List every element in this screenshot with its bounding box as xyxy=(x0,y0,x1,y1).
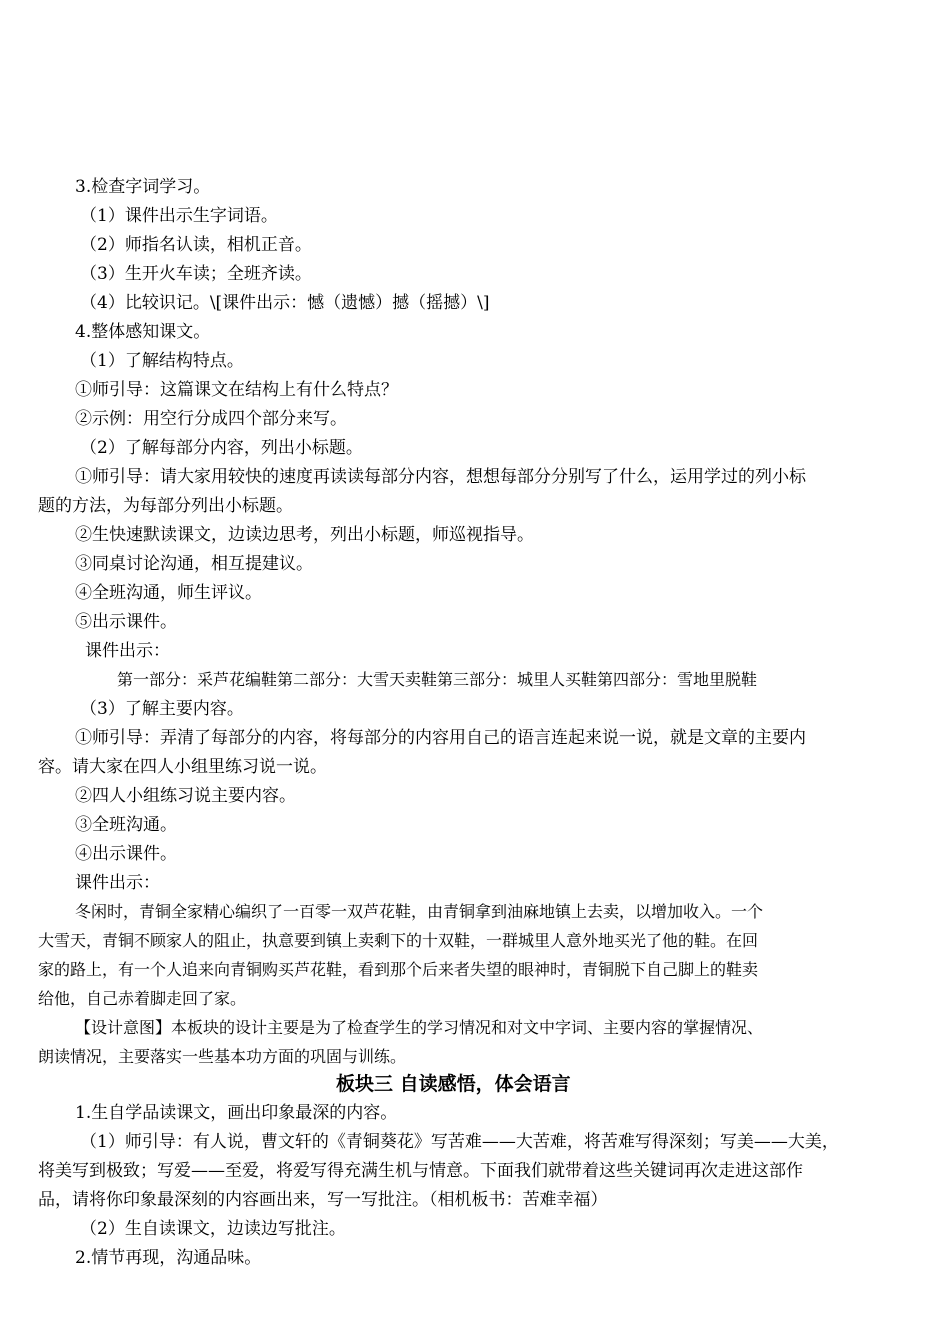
text-line: ①师引导：请大家用较快的速度再读读每部分内容，想想每部分分别写了什么，运用学过的列小标 xyxy=(75,467,806,487)
summary-line: 家的路上，有一个人追来向青铜购买芦花鞋，看到那个后来者失望的眼神时，青铜脱下自己脚上的鞋卖 xyxy=(38,960,759,979)
step-4-heading: 4.整体感知课文。 xyxy=(75,322,211,342)
text-line: 容。请大家在四人小组里练习说一说。 xyxy=(38,757,327,777)
courseware-label: 课件出示： xyxy=(85,641,170,661)
summary-line: 冬闲时，青铜全家精心编织了一百零一双芦花鞋，由青铜拿到油麻地镇上去卖，以增加收入。一个 xyxy=(75,902,764,921)
step-3-item-1: （1）课件出示生字词语。 xyxy=(80,206,278,226)
courseware-label: 课件出示： xyxy=(75,873,160,893)
design-intent: 朗读情况，主要落实一些基本功方面的巩固与训练。 xyxy=(38,1047,407,1066)
text-line: ①师引导：弄清了每部分的内容，将每部分的内容用自己的语言连起来说一说，就是文章的主要内 xyxy=(75,728,806,748)
text-line: ②四人小组练习说主要内容。 xyxy=(75,786,296,806)
text-line: ⑤出示课件。 xyxy=(75,612,177,632)
text-line: ②生快速默读课文，边读边思考，列出小标题，师巡视指导。 xyxy=(75,525,534,545)
step-3-item-4: （4）比较识记。\[课件出示：憾（遗憾）撼（摇撼）\] xyxy=(80,293,490,313)
summary-line: 给他，自己赤着脚走回了家。 xyxy=(38,989,247,1008)
text-line: ①师引导：这篇课文在结构上有什么特点？ xyxy=(75,380,398,400)
text-line: ④出示课件。 xyxy=(75,844,177,864)
step-3-item-3: （3）生开火车读；全班齐读。 xyxy=(80,264,312,284)
step-3-item-2: （2）师指名认读，相机正音。 xyxy=(80,235,312,255)
step-4-item-3: （3）了解主要内容。 xyxy=(80,699,244,719)
text-line: 题的方法，为每部分列出小标题。 xyxy=(38,496,293,516)
section-3-step-2: 2.情节再现，沟通品味。 xyxy=(75,1248,262,1268)
text-line: 将美写到极致；写爱——至爱，将爱写得充满生机与情意。下面我们就带着这些关键词再次走进这部作 xyxy=(38,1161,803,1181)
text-line: ②示例：用空行分成四个部分来写。 xyxy=(75,409,347,429)
text-line: （1）师引导：有人说，曹文轩的《青铜葵花》写苦难——大苦难，将苦难写得深刻；写美——大美， xyxy=(80,1132,839,1152)
text-line: ③同桌讨论沟通，相互提建议。 xyxy=(75,554,313,574)
step-4-item-1: （1）了解结构特点。 xyxy=(80,351,244,371)
text-line: 品，请将你印象最深刻的内容画出来，写一写批注。（相机板书：苦难幸福） xyxy=(38,1190,608,1210)
design-intent: 【设计意图】本板块的设计主要是为了检查学生的学习情况和对文中字词、主要内容的掌握情况、 xyxy=(75,1018,764,1037)
step-4-item-2: （2）了解每部分内容，列出小标题。 xyxy=(80,438,363,458)
text-line: （2）生自读课文，边读边写批注。 xyxy=(80,1219,346,1239)
summary-line: 大雪天，青铜不顾家人的阻止，执意要到镇上卖剩下的十双鞋，一群城里人意外地买光了他的鞋。在回 xyxy=(38,931,759,950)
section-3-step-1: 1.生自学品读课文，画出印象最深的内容。 xyxy=(75,1103,398,1123)
courseware-subtitles: 第一部分：采芦花编鞋第二部分：大雪天卖鞋第三部分：城里人买鞋第四部分：雪地里脱鞋 xyxy=(117,670,758,689)
text-line: ④全班沟通，师生评议。 xyxy=(75,583,262,603)
section-heading: 板块三 自读感悟，体会语言 xyxy=(336,1073,571,1095)
step-3-heading: 3.检查字词学习。 xyxy=(75,177,211,197)
text-line: ③全班沟通。 xyxy=(75,815,177,835)
